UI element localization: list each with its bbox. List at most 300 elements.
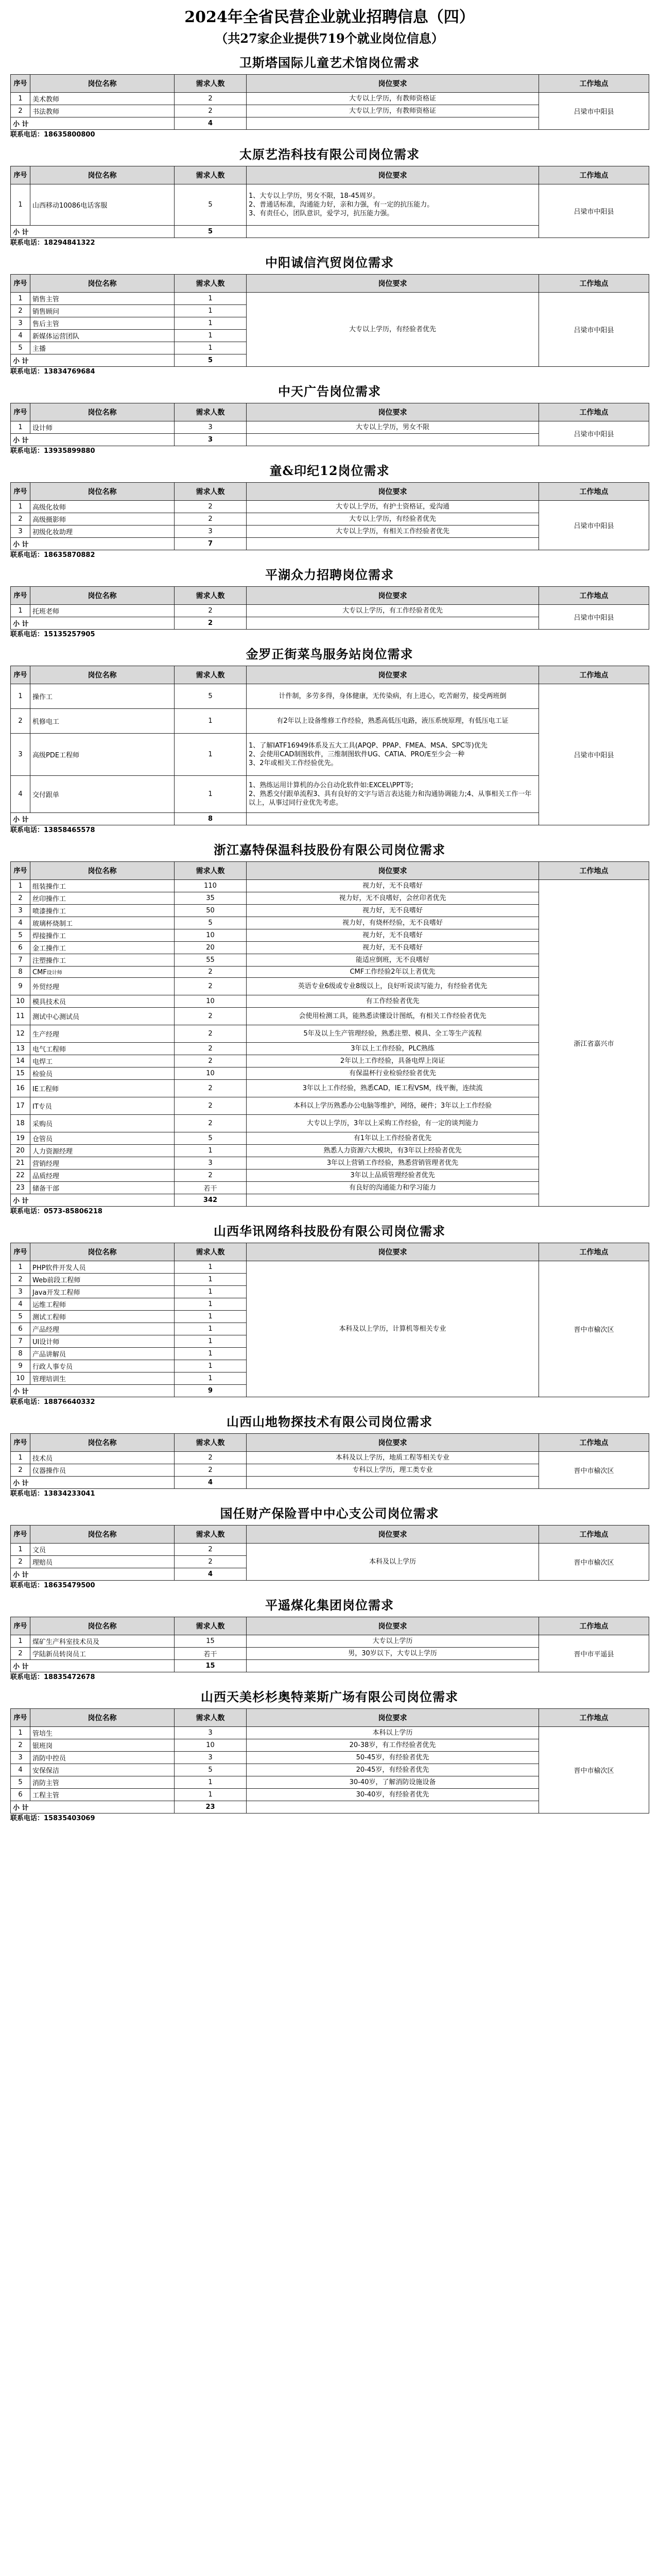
subtotal-label: 小 计: [11, 1568, 175, 1581]
company-section: [10, 251, 649, 377]
cell-location: 晋中市榆次区: [539, 1727, 649, 1814]
subtotal-label: 小 计: [11, 354, 175, 367]
header-position: 岗位名称: [30, 1434, 175, 1452]
cell-count: 1: [175, 1311, 247, 1323]
contact-label: 联系电话：: [10, 447, 44, 455]
contact-label: 联系电话：: [10, 631, 44, 638]
cell-seq: 3: [11, 1286, 30, 1298]
subtotal-blank: [247, 226, 539, 238]
header-seq: 序号: [11, 75, 30, 93]
cell-seq: 3: [11, 905, 30, 917]
cell-requirement: 20-38岁，有工作经验者优先: [247, 1739, 539, 1752]
cell-seq: 5: [11, 342, 30, 354]
cell-position: 运维工程师: [30, 1298, 175, 1311]
table-row: [11, 1544, 649, 1556]
cell-position: 理赔员: [30, 1556, 175, 1568]
cell-count: 10: [175, 1067, 247, 1080]
contact-line: [10, 130, 649, 140]
cell-count: 2: [175, 1025, 247, 1043]
cell-count: 1: [175, 776, 247, 813]
cell-requirement: 视力好，无不良嗜好: [247, 929, 539, 942]
cell-position: 丝印操作工: [30, 892, 175, 905]
contact-line: [10, 550, 649, 561]
header-position: 岗位名称: [30, 587, 175, 605]
contact-line: [10, 238, 649, 248]
cell-count: 1: [175, 734, 247, 776]
cell-requirement: 有保温杯行业检验经验者优先: [247, 1067, 539, 1080]
cell-seq: 2: [11, 1464, 30, 1477]
cell-position: 金工操作工: [30, 942, 175, 954]
header-location: 工作地点: [539, 587, 649, 605]
page-subtitle: （共27家企业提供719个就业岗位信息）: [215, 31, 444, 46]
cell-position: 行政人事专员: [30, 1360, 175, 1372]
cell-requirement: 大专以上学历，有工作经验者优先: [247, 605, 539, 617]
table-header-row: [11, 1243, 649, 1261]
cell-requirement: 本科及以上学历: [247, 1544, 539, 1581]
contact-label: 联系电话：: [10, 1815, 44, 1822]
cell-position: 学陆新员转岗员工: [30, 1648, 175, 1660]
cell-position: 玻璃杯烧制工: [30, 917, 175, 929]
table-row: [11, 684, 649, 709]
subtotal-count: 2: [175, 617, 247, 630]
cell-seq: 6: [11, 1323, 30, 1335]
contact-label: 联系电话：: [10, 1673, 44, 1681]
cell-position: 文员: [30, 1544, 175, 1556]
cell-seq: 4: [11, 1298, 30, 1311]
header-location: 工作地点: [539, 1709, 649, 1727]
job-table: [10, 1708, 649, 1814]
job-table: [10, 586, 649, 630]
contact-phone: 13858465578: [44, 826, 95, 834]
cell-position: 技术员: [30, 1452, 175, 1464]
cell-position: 营销经理: [30, 1157, 175, 1170]
cell-requirement: 1、大专以上学历，男女不限，18-45周岁。 2、普通话标准，沟通能力好，亲和力强，有一定的抗压能力。 3、有责任心，团队意识，爱学习，抗压能力强。: [247, 184, 539, 226]
company-title: 中阳诚信汽贸岗位需求: [265, 255, 394, 270]
company-title: 山西天美杉杉奥特莱斯广场有限公司岗位需求: [201, 1689, 458, 1704]
subtotal-label: 小 计: [11, 1801, 175, 1814]
cell-requirement: 5年及以上生产管理经验，熟悉注塑、模具、全工等生产流程: [247, 1025, 539, 1043]
cell-count: 55: [175, 954, 247, 967]
table-header-row: [11, 587, 649, 605]
cell-seq: 3: [11, 317, 30, 330]
cell-position: 操作工: [30, 684, 175, 709]
cell-count: 1: [175, 317, 247, 330]
cell-seq: 9: [11, 1360, 30, 1372]
cell-position: 电焊工: [30, 1055, 175, 1067]
cell-count: 10: [175, 995, 247, 1008]
cell-position: [30, 967, 175, 978]
company-section: [10, 380, 649, 456]
cell-seq: 3: [11, 1752, 30, 1764]
cell-requirement: 3年以上工作经验，熟悉CAD，IE工程VSM，线平衡，连续流: [247, 1080, 539, 1097]
cell-count: 3: [175, 421, 247, 434]
cell-requirement: 视力好，无不良嗜好: [247, 880, 539, 892]
table-row: [11, 1452, 649, 1464]
cell-count: 5: [175, 1764, 247, 1776]
cell-position: 管培生: [30, 1727, 175, 1739]
cell-requirement: 英语专业6级或专业8级以上，良好听说读写能力，有经验者优先: [247, 978, 539, 995]
table-row: [11, 293, 649, 305]
cell-seq: 15: [11, 1067, 30, 1080]
cell-position: 生产经理: [30, 1025, 175, 1043]
subtotal-count: 5: [175, 354, 247, 367]
cell-count: 1: [175, 1789, 247, 1801]
cell-position: 初级化妆助理: [30, 526, 175, 538]
cell-requirement: CMF工作经验2年以上者优先: [247, 967, 539, 978]
header-seq: 序号: [11, 1709, 30, 1727]
header-location: 工作地点: [539, 1526, 649, 1544]
cell-requirement: 30-40岁，有经验者优先: [247, 1789, 539, 1801]
cell-position: 采购员: [30, 1115, 175, 1132]
cell-count: 1: [175, 1335, 247, 1348]
subtotal-count: 5: [175, 226, 247, 238]
subtotal-blank: [247, 117, 539, 130]
table-row: [11, 184, 649, 226]
company-section: [10, 1686, 649, 1824]
cell-seq: 12: [11, 1025, 30, 1043]
cell-position: UI设计师: [30, 1335, 175, 1348]
company-title: 国任财产保险晋中中心支公司岗位需求: [220, 1506, 439, 1521]
cell-count: 2: [175, 93, 247, 105]
cell-requirement: 2年以上工作经验，具备电焊上岗证: [247, 1055, 539, 1067]
cell-requirement: 20-45岁，有经验者优先: [247, 1764, 539, 1776]
contact-line: [10, 1489, 649, 1499]
cell-seq: 18: [11, 1115, 30, 1132]
cell-position: 检验员: [30, 1067, 175, 1080]
header-requirement: 岗位要求: [247, 403, 539, 421]
table-row: [11, 880, 649, 892]
cell-position: PHP软件开发人员: [30, 1261, 175, 1274]
cell-seq: 1: [11, 880, 30, 892]
header-position: 岗位名称: [30, 666, 175, 684]
cell-seq: 8: [11, 967, 30, 978]
cell-count: 1: [175, 1348, 247, 1360]
cell-seq: 21: [11, 1157, 30, 1170]
cell-count: 2: [175, 1544, 247, 1556]
cell-location: 吕梁市中阳县: [539, 93, 649, 130]
cell-requirement: 大专以上学历，有护士资格证，爱沟通: [247, 501, 539, 513]
header-position: 岗位名称: [30, 403, 175, 421]
header-requirement: 岗位要求: [247, 1526, 539, 1544]
cell-seq: 16: [11, 1080, 30, 1097]
cell-seq: 1: [11, 605, 30, 617]
table-row: [11, 93, 649, 105]
header-count: 需求人数: [175, 1243, 247, 1261]
cell-count: 2: [175, 1080, 247, 1097]
table-header-row: [11, 1709, 649, 1727]
contact-label: 联系电话：: [10, 826, 44, 834]
subtotal-label: 小 计: [11, 1194, 175, 1207]
cell-requirement: 本科以上学历熟悉办公电脑等维护，网络，硬件；3年以上工作经验: [247, 1097, 539, 1115]
contact-phone: 13935899880: [44, 447, 95, 455]
header-seq: 序号: [11, 166, 30, 184]
header-seq: 序号: [11, 1526, 30, 1544]
cell-requirement: 大专以上学历，有相关工作经验者优先: [247, 526, 539, 538]
cell-position: 仪器操作员: [30, 1464, 175, 1477]
contact-phone: 13834233041: [44, 1490, 95, 1498]
table-header-row: [11, 862, 649, 880]
cell-count: 1: [175, 1274, 247, 1286]
header-count: 需求人数: [175, 166, 247, 184]
table-header-row: [11, 166, 649, 184]
cell-seq: 4: [11, 1764, 30, 1776]
cell-count: 1: [175, 1286, 247, 1298]
cell-requirement: 熟悉人力资源六大模块，有3年以上经验者优先: [247, 1145, 539, 1157]
job-table: [10, 1617, 649, 1672]
header-seq: 序号: [11, 483, 30, 501]
contact-line: [10, 1581, 649, 1591]
header-count: 需求人数: [175, 1709, 247, 1727]
header-seq: 序号: [11, 587, 30, 605]
cell-requirement: 大专以上学历，有经验者优先: [247, 293, 539, 367]
cell-seq: 7: [11, 954, 30, 967]
subtotal-count: 7: [175, 538, 247, 550]
cell-count: 2: [175, 1452, 247, 1464]
cell-count: 1: [175, 1298, 247, 1311]
cell-position: 消防主管: [30, 1776, 175, 1789]
cell-requirement: 3年以上工作经验，PLC熟练: [247, 1043, 539, 1055]
subtotal-label: 小 计: [11, 1660, 175, 1672]
subtotal-blank: [247, 1194, 539, 1207]
company-title: 浙江嘉特保温科技股份有限公司岗位需求: [214, 842, 445, 857]
header-position: 岗位名称: [30, 166, 175, 184]
cell-count: 2: [175, 1055, 247, 1067]
cell-position: 安保保洁: [30, 1764, 175, 1776]
cell-seq: 14: [11, 1055, 30, 1067]
cell-count: 2: [175, 1008, 247, 1025]
contact-line: [10, 1672, 649, 1683]
contact-label: 联系电话：: [10, 239, 44, 247]
subtotal-count: 4: [175, 117, 247, 130]
table-header-row: [11, 1617, 649, 1635]
cell-position: 山西移动10086电话客服: [30, 184, 175, 226]
subtotal-label: 小 计: [11, 813, 175, 825]
cell-requirement: 3年以上品质管理经验者优先: [247, 1170, 539, 1182]
header-location: 工作地点: [539, 666, 649, 684]
header-count: 需求人数: [175, 403, 247, 421]
cell-position: 银班岗: [30, 1739, 175, 1752]
cell-location: 晋中市榆次区: [539, 1261, 649, 1397]
cell-position: 高级PDE工程师: [30, 734, 175, 776]
header-position: 岗位名称: [30, 1526, 175, 1544]
subtotal-count: 4: [175, 1477, 247, 1489]
cell-location: 吕梁市中阳县: [539, 605, 649, 630]
company-section: [10, 1220, 649, 1408]
contact-line: [10, 1207, 649, 1217]
cell-requirement: 大专以上学历，有经验者优先: [247, 513, 539, 526]
cell-count: 1: [175, 1323, 247, 1335]
cell-position: Java开发工程师: [30, 1286, 175, 1298]
cell-seq: 1: [11, 1544, 30, 1556]
cell-seq: 1: [11, 421, 30, 434]
header-requirement: 岗位要求: [247, 483, 539, 501]
job-table: [10, 1243, 649, 1397]
job-table: [10, 166, 649, 238]
company-section: [10, 460, 649, 561]
cell-count: 1: [175, 1261, 247, 1274]
cell-location: 吕梁市中阳县: [539, 501, 649, 550]
header-position: 岗位名称: [30, 1243, 175, 1261]
contact-phone: 18294841322: [44, 239, 95, 247]
table-header-row: [11, 275, 649, 293]
cell-count: 2: [175, 1464, 247, 1477]
cell-seq: 3: [11, 526, 30, 538]
cell-seq: 2: [11, 305, 30, 317]
cell-position: 煤矿生产科室技术员及: [30, 1635, 175, 1648]
cell-seq: 17: [11, 1097, 30, 1115]
header-seq: 序号: [11, 1243, 30, 1261]
company-title: 童&印纪12岗位需求: [269, 463, 390, 478]
cell-location: 浙江省嘉兴市: [539, 880, 649, 1207]
subtotal-label: 小 计: [11, 226, 175, 238]
cell-location: 晋中市平遥县: [539, 1635, 649, 1672]
cell-position: 销售顾问: [30, 305, 175, 317]
cell-seq: 2: [11, 892, 30, 905]
cell-requirement: 30-40岁，了解消防设施设备: [247, 1776, 539, 1789]
company-title: 金罗正街菜鸟服务站岗位需求: [246, 647, 413, 662]
cell-requirement: 1、了解IATF16949体系及五大工具(APQP、PPAP、FMEA、MSA、SPC等)优先 2、会使用CAD制图软件，三维制图软件UG、CATIA、PRO/E至少会一种 3、2年或相关工作经验优先。: [247, 734, 539, 776]
contact-label: 联系电话：: [10, 1208, 44, 1215]
cell-requirement: 男，30岁以下，大专以上学历: [247, 1648, 539, 1660]
header-requirement: 岗位要求: [247, 862, 539, 880]
company-title: 山西山地物探技术有限公司岗位需求: [227, 1414, 432, 1429]
cell-position: 消防中控员: [30, 1752, 175, 1764]
header-requirement: 岗位要求: [247, 1709, 539, 1727]
cell-count: 3: [175, 1752, 247, 1764]
cell-seq: 2: [11, 513, 30, 526]
cell-count: 2: [175, 513, 247, 526]
contact-phone: 0573-85806218: [44, 1208, 102, 1215]
cell-position: 高级摄影师: [30, 513, 175, 526]
header-position: 岗位名称: [30, 275, 175, 293]
cell-seq: 13: [11, 1043, 30, 1055]
header-count: 需求人数: [175, 1526, 247, 1544]
header-position: 岗位名称: [30, 1617, 175, 1635]
header-requirement: 岗位要求: [247, 666, 539, 684]
cell-requirement: 50-45岁，有经验者优先: [247, 1752, 539, 1764]
job-table: [10, 403, 649, 446]
cell-count: 2: [175, 1170, 247, 1182]
cell-requirement: 有1年以上工作经验者优先: [247, 1132, 539, 1145]
job-table: [10, 74, 649, 130]
header-seq: 序号: [11, 275, 30, 293]
header-requirement: 岗位要求: [247, 166, 539, 184]
header-location: 工作地点: [539, 1617, 649, 1635]
cell-requirement: 大专以上学历，有教师资格证: [247, 105, 539, 117]
company-title: 山西华讯网络科技股份有限公司岗位需求: [214, 1224, 445, 1239]
company-title: 平湖众力招聘岗位需求: [265, 567, 394, 582]
header-location: 工作地点: [539, 403, 649, 421]
cell-seq: 22: [11, 1170, 30, 1182]
job-table: [10, 482, 649, 550]
cell-requirement: 计件制，多劳多得，身体健康，无传染病，有上进心，吃苦耐劳，接受两班倒: [247, 684, 539, 709]
company-section: [10, 839, 649, 1217]
company-section: [10, 1502, 649, 1591]
job-table: [10, 861, 649, 1207]
contact-line: [10, 825, 649, 836]
header-location: 工作地点: [539, 166, 649, 184]
cell-seq: 10: [11, 1372, 30, 1385]
cell-seq: 2: [11, 105, 30, 117]
cell-count: 1: [175, 293, 247, 305]
cell-seq: 6: [11, 942, 30, 954]
cell-requirement: 有工作经验者优先: [247, 995, 539, 1008]
company-title: 卫斯塔国际儿童艺术馆岗位需求: [239, 55, 420, 70]
header-seq: 序号: [11, 1617, 30, 1635]
subtotal-label: 小 计: [11, 1385, 175, 1397]
cell-count: 1: [175, 305, 247, 317]
job-table: [10, 1433, 649, 1489]
cell-location: 晋中市榆次区: [539, 1544, 649, 1581]
header-location: 工作地点: [539, 1243, 649, 1261]
cell-position: 销售主管: [30, 293, 175, 305]
cell-position: 焊接操作工: [30, 929, 175, 942]
subtotal-label: 小 计: [11, 117, 175, 130]
header-position: 岗位名称: [30, 862, 175, 880]
cell-count: 5: [175, 184, 247, 226]
company-section: [10, 143, 649, 248]
company-title: 平遥煤化集团岗位需求: [265, 1598, 394, 1613]
company-section: [10, 643, 649, 836]
cell-count: 10: [175, 1739, 247, 1752]
cell-count: 3: [175, 526, 247, 538]
header-count: 需求人数: [175, 862, 247, 880]
page-title: 2024年全省民营企业就业招聘信息（四）: [184, 8, 475, 26]
cell-position: 人力资源经理: [30, 1145, 175, 1157]
contact-phone: 18635479500: [44, 1582, 95, 1589]
cell-seq: 5: [11, 1311, 30, 1323]
table-row: [11, 1635, 649, 1648]
contact-line: [10, 367, 649, 377]
subtotal-count: 8: [175, 813, 247, 825]
header-requirement: 岗位要求: [247, 75, 539, 93]
cell-seq: 8: [11, 1348, 30, 1360]
subtotal-count: 9: [175, 1385, 247, 1397]
cell-seq: 1: [11, 1261, 30, 1274]
cell-position: 品质经理: [30, 1170, 175, 1182]
cell-position: 设计师: [30, 421, 175, 434]
cell-position: 主播: [30, 342, 175, 354]
contact-label: 联系电话：: [10, 1398, 44, 1406]
subtotal-blank: [247, 813, 539, 825]
table-header-row: [11, 666, 649, 684]
subtotal-blank: [247, 617, 539, 630]
cell-seq: 4: [11, 917, 30, 929]
contact-phone: 15135257905: [44, 631, 95, 638]
cell-seq: 1: [11, 1452, 30, 1464]
subtotal-blank: [247, 1660, 539, 1672]
cell-seq: 4: [11, 330, 30, 342]
cell-position: 产品经理: [30, 1323, 175, 1335]
cell-requirement: 视力好，无不良嗜好: [247, 942, 539, 954]
cell-requirement: 1、熟练运用计算机的办公自动化软件如:EXCEL\PPT等; 2、熟悉交付跟单流程3、具有良好的文字与语言表达能力和沟通协调能力;4、从事相关工作一年以上，从事过同行业优先考虑。: [247, 776, 539, 813]
cell-requirement: 本科及以上学历，地质工程等相关专业: [247, 1452, 539, 1464]
cell-seq: 2: [11, 1739, 30, 1752]
table-header-row: [11, 1434, 649, 1452]
header-seq: 序号: [11, 862, 30, 880]
cell-requirement: 大专以上学历，有教师资格证: [247, 93, 539, 105]
cell-count: 5: [175, 1132, 247, 1145]
cell-count: 若干: [175, 1648, 247, 1660]
cell-location: 吕梁市中阳县: [539, 421, 649, 446]
cell-seq: 10: [11, 995, 30, 1008]
company-list: [10, 52, 649, 1824]
cell-position: 高级化妆师: [30, 501, 175, 513]
cell-location: 吕梁市中阳县: [539, 184, 649, 238]
cell-count: 3: [175, 1157, 247, 1170]
cell-seq: 5: [11, 929, 30, 942]
cell-position: 产品讲解员: [30, 1348, 175, 1360]
